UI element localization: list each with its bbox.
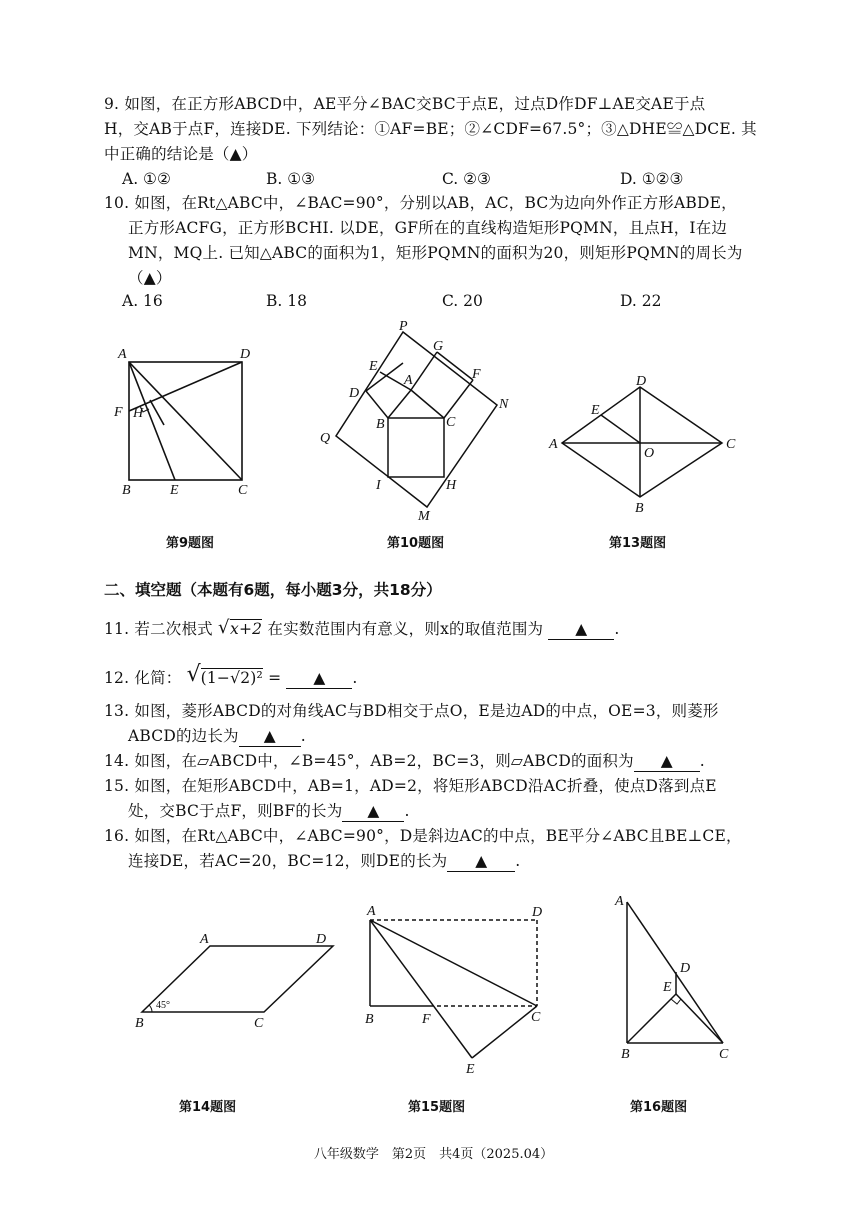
- radicand: (1−√2)²: [200, 669, 263, 687]
- question-16: [104, 824, 824, 874]
- segment-ec: [676, 994, 723, 1043]
- equals-sign: =: [268, 669, 282, 687]
- point-b-label: B: [122, 483, 131, 498]
- option-c: C. 20: [442, 292, 483, 310]
- point-n-label: N: [499, 397, 509, 412]
- question-10-line-2: 正方形ACFG，正方形BCHI. 以DE，GF所在的直线构造矩形PQMN，且点H，I在边: [128, 219, 728, 237]
- answer-blank: ▲: [447, 851, 515, 872]
- point-a-label: A: [404, 373, 413, 388]
- point-e-label: E: [663, 980, 672, 995]
- question-15-line-2: [104, 799, 824, 824]
- answer-blank: ▲: [286, 668, 352, 689]
- figure-13: [545, 368, 745, 513]
- figure-13-caption: 第13题图: [609, 536, 667, 551]
- point-d-label: D: [349, 386, 360, 401]
- question-13-line-1: 13. 如图，菱形ABCD的对角线AC与BD相交于点O，E是边AD的中点，OE=3，则菱形: [104, 702, 719, 720]
- figure-10-caption: 第10题图: [387, 536, 445, 551]
- segment-ae: [129, 362, 175, 480]
- figure-10: [310, 315, 520, 527]
- segment-df: [129, 362, 242, 411]
- point-a-label: A: [367, 904, 376, 919]
- figure-16-caption: 第16题图: [630, 1100, 688, 1115]
- point-b-label: B: [635, 501, 644, 513]
- radical-sign-icon: √: [186, 662, 201, 687]
- answer-blank: ▲: [548, 619, 614, 640]
- question-14-text: 14. 如图，在▱ABCD中，∠B=45°，AB=2，BC=3，则▱ABCD的面积为: [104, 752, 634, 770]
- question-12-prefix: 12. 化简：: [104, 669, 182, 687]
- diagonal-ac: [370, 920, 537, 1006]
- point-a-label: A: [200, 932, 209, 947]
- segment-ba: [388, 390, 411, 418]
- question-10-line-1: 10. 如图，在Rt△ABC中，∠BAC=90°，分别以AB，AC，BC为边向外作正方形ABDE，: [104, 194, 737, 212]
- point-m-label: M: [418, 509, 430, 524]
- segment-gf: [437, 352, 473, 380]
- segment-ec: [472, 1006, 537, 1058]
- option-c: C. ②③: [442, 170, 491, 188]
- question-11-prefix: 11. 若二次根式: [104, 620, 213, 638]
- question-9-line-2: H，交AB于点F，连接DE. 下列结论：①AF=BE；②∠CDF=67.5°；③△DHE≌△DCE. 其: [104, 120, 757, 138]
- section-heading: 二、填空题（本题有6题，每小题3分，共18分）: [104, 581, 442, 599]
- question-16-line-2-text: 连接DE，若AC=20，BC=12，则DE的长为: [128, 852, 448, 870]
- point-p-label: P: [399, 319, 408, 334]
- point-c-label: C: [719, 1047, 729, 1062]
- question-13-line-2-text: ABCD的边长为: [128, 727, 239, 745]
- point-c-label: C: [446, 415, 456, 430]
- point-d-label: D: [636, 374, 647, 389]
- point-c-label: C: [726, 437, 736, 452]
- option-d: D. ①②③: [620, 170, 684, 188]
- question-10-line-3: MN，MQ上. 已知△ABC的面积为1，矩形PQMN的面积为20，则矩形PQMN的周长为: [128, 244, 743, 262]
- period: .: [614, 620, 620, 638]
- angle-b-label: 45°: [156, 1000, 170, 1011]
- question-13-line-2: [104, 724, 824, 749]
- point-o-label: O: [644, 446, 655, 461]
- question-15: [104, 774, 824, 824]
- square-bchi: [388, 418, 444, 477]
- angle-b-arc: [149, 1005, 152, 1012]
- point-c-label: C: [254, 1016, 264, 1031]
- point-i-label: I: [376, 478, 381, 493]
- option-b: B. ①③: [266, 170, 316, 188]
- point-b-label: B: [621, 1047, 630, 1062]
- question-11: [104, 617, 620, 642]
- figure-9: [108, 340, 268, 502]
- period: .: [515, 852, 521, 870]
- point-e-label: E: [369, 359, 378, 374]
- point-h-label: H: [133, 406, 144, 421]
- radical-sign-icon: √: [218, 617, 230, 638]
- segment-oe: [601, 415, 640, 443]
- question-13: [104, 699, 824, 749]
- figure-16: [610, 888, 750, 1063]
- diagonal-ac: [129, 362, 242, 480]
- question-9: [104, 92, 804, 167]
- question-9-line-3: 中正确的结论是（▲）: [104, 145, 258, 163]
- figure-9-caption: 第9题图: [166, 536, 215, 551]
- point-b-label: B: [135, 1016, 144, 1031]
- figure-14: [128, 925, 338, 1035]
- point-b-label: B: [365, 1012, 374, 1027]
- question-10-line-4: （▲）: [128, 269, 172, 287]
- rectangle-pqmn: [336, 332, 497, 507]
- answer-blank: ▲: [239, 726, 301, 747]
- point-f-label: F: [472, 367, 481, 382]
- question-12: [104, 662, 358, 691]
- question-10: [104, 191, 824, 291]
- sqrt-expression: [218, 617, 262, 642]
- point-e-label: E: [170, 483, 179, 498]
- page-footer: 八年级数学 第2页 共4页（2025.04）: [313, 1147, 554, 1162]
- right-angle-mark: [671, 999, 681, 1004]
- option-a: A. 16: [122, 292, 163, 310]
- period: .: [699, 752, 705, 770]
- answer-blank: ▲: [342, 801, 404, 822]
- answer-blank: ▲: [634, 751, 700, 772]
- question-9-line-1: 9. 如图，在正方形ABCD中，AE平分∠BAC交BC于点E，过点D作DF⊥AE交AE于点: [104, 95, 706, 113]
- segment-ag: [411, 352, 437, 390]
- rhombus-abcd: [562, 387, 722, 497]
- question-16-line-1: 16. 如图，在Rt△ABC中，∠ABC=90°，D是斜边AC的中点，BE平分∠ABC且BE⊥CE，: [104, 827, 742, 845]
- point-f-label: F: [422, 1012, 431, 1027]
- point-a-label: A: [549, 437, 558, 452]
- point-d-label: D: [532, 905, 543, 920]
- point-d-label: D: [316, 932, 327, 947]
- segment-cf: [444, 380, 473, 418]
- hypotenuse-ac: [627, 902, 723, 1043]
- point-d-label: D: [240, 347, 251, 362]
- segment-ac: [411, 390, 444, 418]
- parallelogram-abcd: [142, 946, 333, 1012]
- period: .: [352, 669, 358, 687]
- radicand: x+2: [230, 620, 263, 638]
- question-16-line-2: [104, 849, 824, 874]
- figure-14-caption: 第14题图: [179, 1100, 237, 1115]
- question-15-line-2-text: 处，交BC于点F，则BF的长为: [128, 802, 343, 820]
- point-b-label: B: [376, 417, 385, 432]
- sqrt-expression: [186, 662, 263, 691]
- point-d-label: D: [680, 961, 691, 976]
- point-a-label: A: [615, 894, 624, 909]
- figure-15: [360, 900, 555, 1080]
- point-a-label: A: [118, 347, 127, 362]
- question-9-options: [122, 167, 762, 192]
- segment-ae: [370, 920, 472, 1058]
- question-10-options: [122, 289, 762, 314]
- point-h-label: H: [446, 478, 457, 493]
- point-e-label: E: [591, 403, 600, 418]
- option-d: D. 22: [620, 292, 662, 310]
- period: .: [300, 727, 306, 745]
- point-c-label: C: [238, 483, 248, 498]
- segment-bd: [366, 391, 388, 418]
- segment-be: [627, 994, 676, 1043]
- period: .: [404, 802, 410, 820]
- question-15-line-1: 15. 如图，在矩形ABCD中，AB=1，AD=2，将矩形ABCD沿AC折叠，使点D落到点E: [104, 777, 717, 795]
- point-f-label: F: [114, 405, 123, 420]
- option-a: A. ①②: [122, 170, 171, 188]
- question-11-suffix: 在实数范围内有意义，则x的取值范围为: [267, 620, 544, 638]
- question-14: [104, 749, 824, 774]
- option-b: B. 18: [266, 292, 307, 310]
- point-q-label: Q: [320, 431, 331, 446]
- figure-15-caption: 第15题图: [408, 1100, 466, 1115]
- point-g-label: G: [433, 339, 444, 354]
- point-c-label: C: [531, 1010, 541, 1025]
- point-e-label: E: [466, 1062, 475, 1077]
